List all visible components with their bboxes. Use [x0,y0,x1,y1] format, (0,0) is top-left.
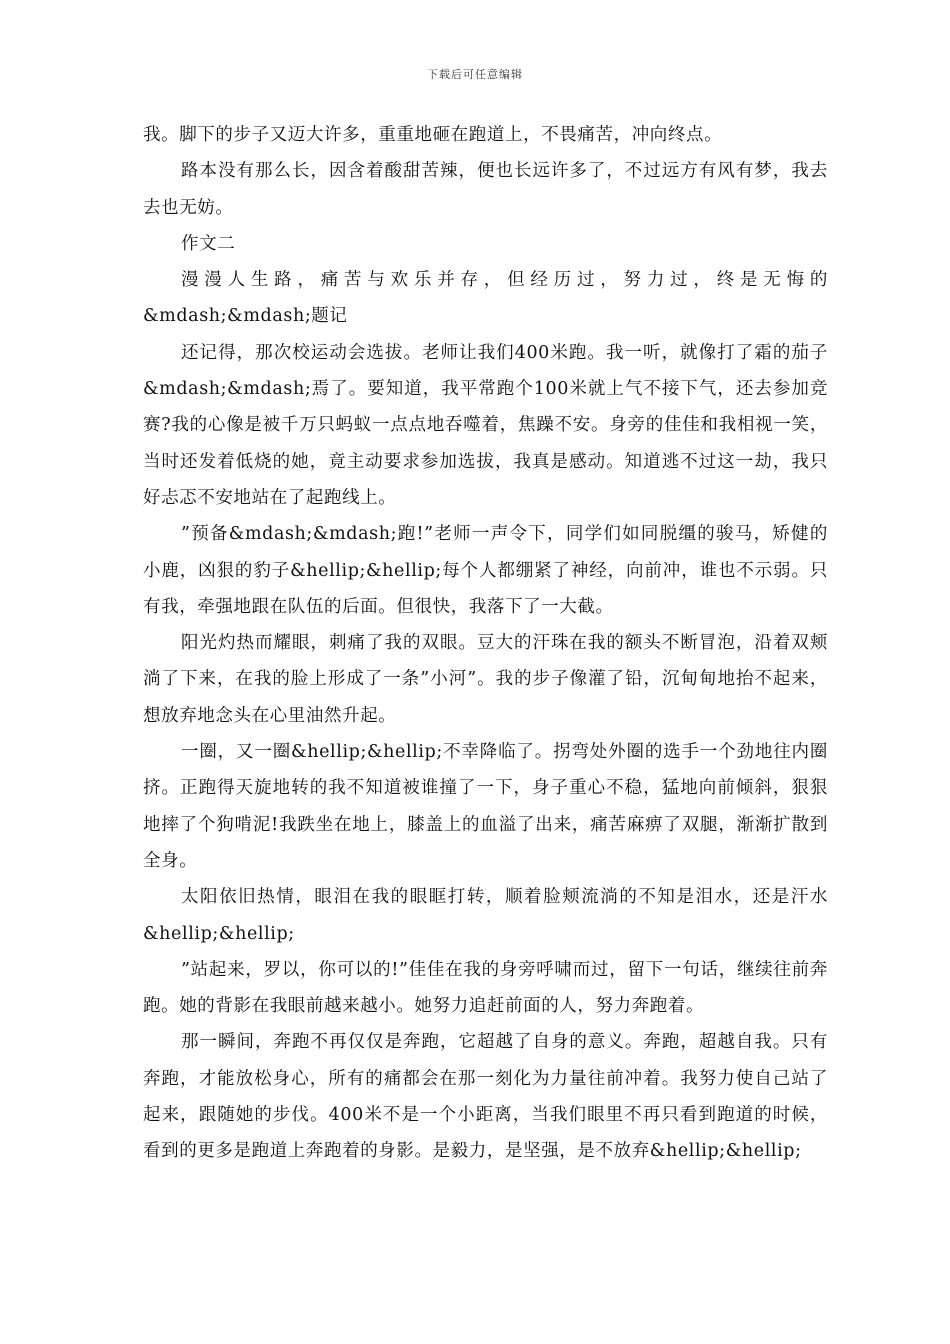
paragraph: ”站起来，罗以，你可以的!”佳佳在我的身旁呼啸而过，留下一句话，继续往前奔跑。她的背影在我眼前越来越小。她努力追赶前面的人，努力奔跑着。 [143,959,828,1017]
paragraph: 我。脚下的步子又迈大许多，重重地砸在跑道上，不畏痛苦，冲向终点。 [143,125,723,145]
paragraph: 太阳依旧热情，眼泪在我的眼眶打转，顺着脸颊流淌的不知是泪水，还是汗水&hellip;&hellip; [143,887,828,944]
page-header: 下载后可任意编辑 [427,68,523,81]
paragraph: 那一瞬间，奔跑不再仅仅是奔跑，它超越了自身的意义。奔跑，超越自我。只有奔跑，才能放松身心，所有的痛都会在那一刻化为力量往前冲着。我努力使自己站了起来，跟随她的步伐。400米不是一个小距离，当我们眼里不再只看到跑道的时候，看到的更多是跑道上奔跑着的身影。是毅力，是坚强，是不放弃&hellip;&hellip; [143,1032,828,1162]
paragraph: 路本没有那么长，因含着酸甜苦辣，便也长远许多了，不过远方有风有梦，我去去也无妨。 [143,161,828,218]
paragraph: 还记得，那次校运动会选拔。老师让我们400米跑。我一听，就像打了霜的茄子&mdash;&mdash;焉了。要知道，我平常跑个100米就上气不接下气，还去参加竞赛?我的心像是被千万只蚂蚁一点点地吞噬着，焦躁不安。身旁的佳佳和我相视一笑，当时还发着低烧的她，竟主动要求参加选拔，我真是感动。知道逃不过这一劫，我只好忐忑不安地站在了起跑线上。 [143,342,828,508]
paragraph: ”预备&mdash;&mdash;跑!”老师一声令下，同学们如同脱缰的骏马，矫健的小鹿，凶狠的豹子&hellip;&hellip;每个人都绷紧了神经，向前冲，谁也不示弱。只有我，牵强地跟在队伍的后面。但很快，我落下了一大截。 [143,524,828,617]
paragraph: 阳光灼热而耀眼，刺痛了我的双眼。豆大的汗珠在我的额头不断冒泡，沿着双颊淌了下来，在我的脸上形成了一条”小河”。我的步子像灌了铅，沉甸甸地抬不起来，想放弃地念头在心里油然升起。 [143,633,828,726]
paragraph: 一圈，又一圈&hellip;&hellip;不幸降临了。拐弯处外圈的选手一个劲地往内圈挤。正跑得天旋地转的我不知道被谁撞了一下，身子重心不稳，猛地向前倾斜，狠狠地摔了个狗啃泥!我跌坐在地上，膝盖上的血溢了出来，痛苦麻痹了双腿，渐渐扩散到全身。 [143,742,828,871]
document-body [143,117,828,1170]
epigraph: 漫漫人生路，痛苦与欢乐并存，但经历过，努力过，终是无悔的&mdash;&mdash;题记 [143,270,828,327]
section-heading: 作文二 [181,233,236,254]
